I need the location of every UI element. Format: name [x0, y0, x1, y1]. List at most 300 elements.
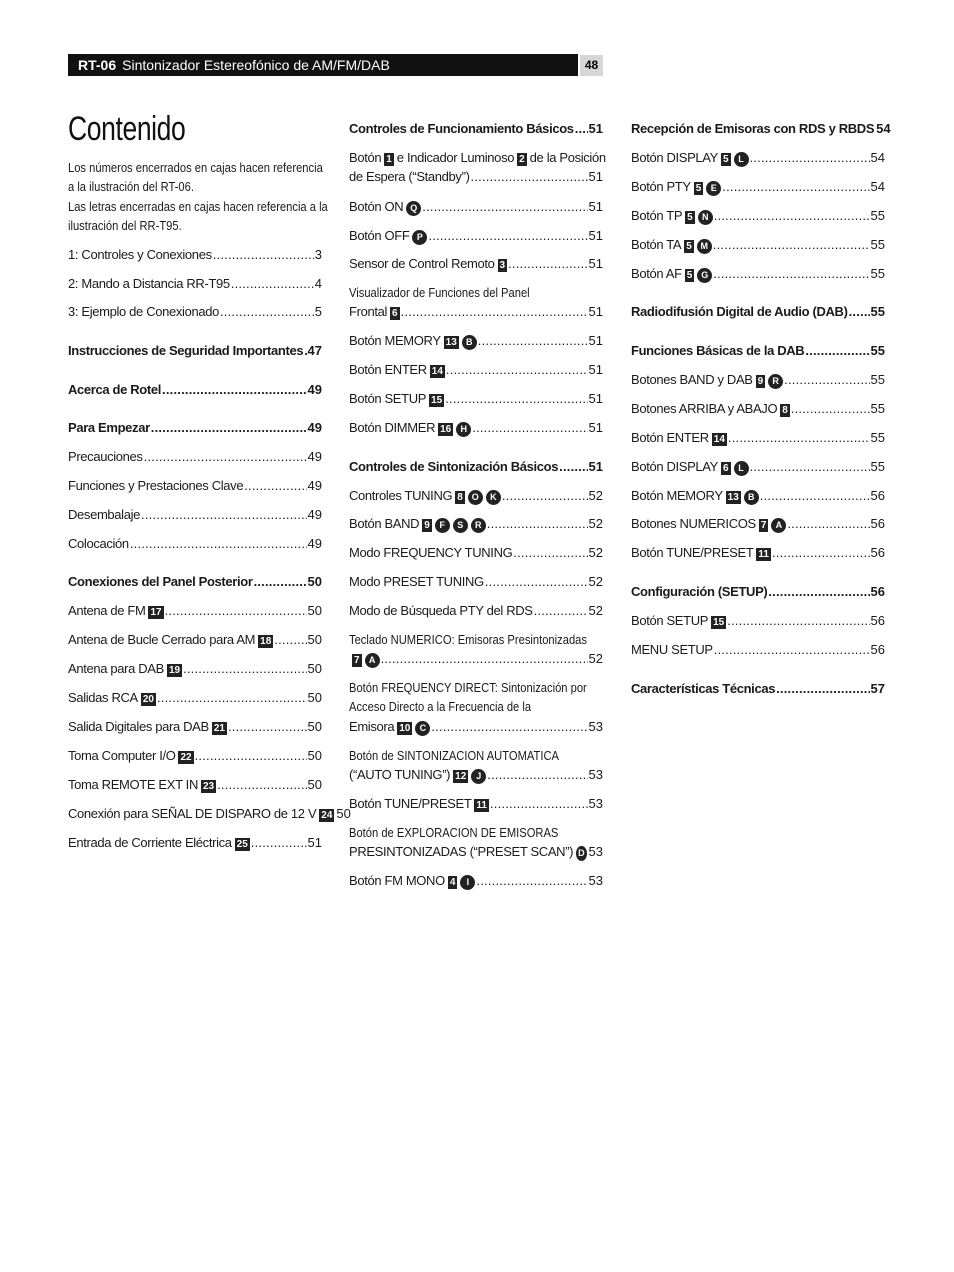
toc-entry-text: Características Técnicas: [631, 681, 776, 696]
toc-entry: [349, 254, 603, 273]
figure-number-box: 22: [180, 752, 192, 763]
toc-entry-line: [631, 206, 885, 225]
toc-entry-text: PRESINTONIZADAS (“PRESET SCAN”): [349, 844, 574, 860]
toc-entry: [631, 264, 885, 283]
toc-entry: [68, 505, 322, 524]
toc-entry: [631, 679, 885, 698]
figure-number-box: 15: [431, 395, 443, 406]
toc-entry-line: Botón de SINTONIZACION AUTOMATICA: [349, 748, 560, 763]
toc-entry-line: [631, 582, 885, 601]
toc-page-number: 50: [336, 806, 351, 821]
toc-entry-text: Modo PRESET TUNING: [349, 574, 484, 589]
toc-entry: [68, 833, 322, 852]
toc-entry: [631, 177, 885, 196]
toc-page-number: 55: [870, 343, 885, 358]
toc-page-number: 56: [870, 545, 885, 560]
toc-entry-text: Funciones Básicas de la DAB: [631, 343, 805, 358]
remote-letter-circle: B: [744, 490, 759, 505]
figure-number-box: 20: [142, 694, 154, 705]
leader-dots: [722, 177, 869, 196]
toc-entry: [631, 640, 885, 659]
toc-entry: [349, 746, 603, 785]
toc-entry-line: [349, 514, 603, 533]
toc-entry-line: [349, 148, 606, 167]
toc-entry-line: [631, 177, 885, 196]
remote-letter-circle: R: [471, 518, 486, 533]
remote-letter-circle: O: [468, 490, 483, 505]
toc-entry: [68, 601, 322, 620]
toc-entry-line: [349, 418, 603, 437]
toc-entry-line: [631, 148, 885, 167]
toc-page-number: 49: [307, 478, 322, 493]
toc-entry-text: Botones BAND y DAB: [631, 372, 753, 387]
toc-entry: [631, 457, 885, 476]
toc-entry-line: Botón FREQUENCY DIRECT: Sintonización por: [349, 680, 587, 695]
leader-dots: [768, 582, 869, 601]
toc-entry-text: Recepción de Emisoras con RDS y RBDS: [631, 121, 875, 136]
toc-entry-line: [68, 341, 322, 360]
toc-entry: [349, 794, 603, 813]
toc-entry-text: Botón OFF: [349, 228, 410, 243]
toc-entry-line: [631, 486, 885, 505]
toc-entry-line: [631, 302, 885, 321]
remote-letter-circle: G: [697, 268, 712, 283]
toc-entry: [631, 486, 885, 505]
toc-entry-line: [68, 775, 322, 794]
toc-entry-text: Para Empezar: [68, 420, 150, 435]
toc-page-number: 55: [870, 430, 885, 445]
toc-entry-line: [631, 611, 885, 630]
leader-dots: [231, 274, 314, 293]
toc-entry-line: [631, 264, 885, 283]
figure-number-box: 7: [354, 655, 360, 667]
toc-entry-text: Controles TUNING: [349, 488, 453, 503]
figure-number-box: 12: [455, 771, 467, 783]
leader-dots: [401, 302, 588, 321]
remote-letter-circle: M: [697, 239, 712, 254]
leader-dots: [714, 206, 870, 225]
toc-entry-line: [349, 457, 603, 476]
leader-dots: [575, 119, 588, 138]
remote-letter-circle: H: [456, 422, 471, 437]
toc-page-number: 50: [307, 574, 322, 589]
toc-entry-text: Botón TUNE/PRESET: [349, 796, 472, 811]
toc-entry-text: Acerca de Rotel: [68, 382, 162, 397]
toc-entry: [349, 572, 603, 591]
toc-entry-text: Precauciones: [68, 449, 143, 464]
figure-number-box: 14: [431, 366, 443, 377]
toc-entry-line: [68, 833, 322, 852]
leader-dots: [750, 148, 870, 167]
figure-number-box: 13: [445, 337, 457, 348]
toc-entry-line: [631, 640, 885, 659]
remote-letter-circle: D: [576, 846, 586, 861]
figure-number-box: 10: [399, 722, 411, 734]
remote-letter-circle: F: [435, 518, 450, 533]
toc-page-number: 56: [870, 516, 885, 531]
toc-page-number: 51: [588, 391, 603, 406]
toc-page-number: 52: [588, 516, 603, 531]
toc-entry-line: [68, 505, 322, 524]
toc-page-number: 50: [307, 632, 322, 647]
leader-dots: [274, 630, 306, 649]
toc-entry-text: de la Posición: [529, 150, 606, 165]
toc-page-number: 55: [870, 304, 885, 319]
intro-line: Las letras encerradas en cajas hacen referencia a la: [68, 198, 328, 214]
toc-page-number: 50: [307, 690, 322, 705]
toc-entry: [68, 630, 322, 649]
toc-entry: [68, 274, 322, 293]
toc-entry-text: Toma Computer I/O: [68, 748, 176, 763]
toc-page-number: 49: [307, 449, 322, 464]
toc-entry-line: [631, 457, 885, 476]
remote-letter-circle: L: [734, 461, 749, 476]
toc-entry-text: Frontal: [349, 304, 388, 320]
toc-page-number: 55: [870, 208, 885, 223]
figure-number-box: 11: [758, 549, 769, 560]
toc-entry-line: [349, 302, 603, 321]
toc-entry: [68, 418, 322, 437]
toc-entry: [349, 543, 603, 562]
leader-dots: [445, 389, 587, 408]
leader-dots: [422, 197, 587, 216]
toc-entry: [631, 302, 885, 321]
toc-page-number: 51: [588, 362, 603, 377]
toc-page-number: 54: [876, 121, 891, 136]
toc-entry-line: [349, 601, 603, 620]
toc-entry-text: Botón AF: [631, 266, 682, 281]
figure-number-box: 21: [213, 723, 225, 734]
toc-entry: [631, 148, 885, 167]
remote-letter-circle: R: [768, 374, 783, 389]
toc-entry-line: [631, 119, 891, 138]
leader-dots: [220, 302, 314, 321]
toc-entry-line: [631, 370, 885, 389]
figure-number-box: 11: [476, 800, 487, 811]
remote-letter-circle: B: [462, 335, 477, 350]
toc-entry: [631, 543, 885, 562]
toc-entry: [349, 486, 603, 505]
figure-number-box: 5: [695, 183, 702, 194]
toc-entry: [68, 534, 322, 553]
toc-entry-line: [349, 226, 603, 245]
leader-dots: [141, 505, 307, 524]
toc-entry-text: Modo FREQUENCY TUNING: [349, 545, 513, 560]
figure-number-box: 25: [236, 839, 248, 850]
leader-dots: [144, 447, 307, 466]
figure-number-box: 5: [686, 241, 692, 252]
page-title: Contenido: [68, 110, 186, 148]
toc-entry-line: [68, 804, 351, 823]
toc-page-number: 3: [314, 247, 322, 262]
remote-letter-circle: K: [486, 490, 501, 505]
leader-dots: [213, 245, 314, 264]
toc-entry: [631, 611, 885, 630]
toc-entry-text: Botón TP: [631, 208, 683, 223]
remote-letter-circle: A: [365, 653, 380, 668]
toc-page-number: 50: [307, 661, 322, 676]
leader-dots: [750, 457, 870, 476]
toc-entry: [68, 572, 322, 591]
toc-page-number: 51: [588, 121, 603, 136]
leader-dots: [502, 486, 588, 505]
toc-entry-text: Botón ENTER: [631, 430, 709, 445]
toc-entry-text: Botón PTY: [631, 179, 691, 194]
toc-entry-line: [349, 794, 603, 813]
leader-dots: [244, 476, 306, 495]
toc-entry-line: [631, 399, 885, 418]
toc-page-number: 55: [870, 459, 885, 474]
toc-entry: [349, 630, 603, 669]
toc-entry-text: MENU SETUP: [631, 642, 713, 657]
toc-entry-text: de Espera (“Standby”): [349, 169, 470, 185]
toc-entry: [631, 399, 885, 418]
leader-dots: [254, 572, 307, 591]
toc-entry-line: [349, 360, 603, 379]
toc-entry-line: [349, 486, 603, 505]
toc-entry-line: [68, 418, 322, 437]
leader-dots: [713, 264, 869, 283]
toc-entry-line: Visualizador de Funciones del Panel: [349, 285, 530, 300]
toc-entry-text: Botón BAND: [349, 516, 420, 531]
figure-number-box: 5: [686, 270, 693, 281]
toc-entry-text: 1: Controles y Conexiones: [68, 247, 212, 262]
leader-dots: [471, 167, 588, 186]
toc-entry-text: Antena para DAB: [68, 661, 164, 676]
remote-letter-circle: I: [460, 875, 475, 890]
leader-dots: [485, 572, 588, 591]
toc-entry: [68, 302, 322, 321]
leader-dots: [217, 775, 306, 794]
toc-page-number: 55: [870, 372, 885, 387]
toc-page-number: 51: [588, 420, 603, 435]
toc-entry-line: [68, 302, 322, 321]
toc-entry: [349, 418, 603, 437]
figure-number-box: 19: [168, 665, 181, 676]
figure-number-box: 6: [722, 463, 729, 474]
toc-page-number: 50: [307, 603, 322, 618]
remote-letter-circle: J: [471, 769, 486, 784]
figure-number-box: 5: [722, 154, 729, 165]
toc-entry-line: [631, 428, 885, 447]
toc-entry-text: Desembalaje: [68, 507, 141, 522]
toc-page-number: 53: [588, 718, 603, 734]
leader-dots: [431, 717, 587, 736]
toc-entry-line: [349, 649, 603, 668]
figure-number-box: 2: [519, 154, 525, 165]
toc-entry-text: Botones NUMERICOS: [631, 516, 756, 531]
toc-entry-line: [631, 341, 885, 360]
toc-page-number: 56: [870, 613, 885, 628]
leader-dots: [165, 601, 307, 620]
toc-entry: [631, 428, 885, 447]
toc-entry: [68, 659, 322, 678]
toc-entry-line: Acceso Directo a la Frecuencia de la: [349, 699, 532, 715]
intro-line: ilustración del RR-T95.: [68, 218, 182, 234]
intro-text: [68, 158, 330, 236]
toc-page-number: 47: [307, 343, 322, 358]
toc-entry-text: Toma REMOTE EXT IN: [68, 777, 198, 792]
toc-entry-text: (“AUTO TUNING”): [349, 767, 451, 783]
leader-dots: [805, 341, 869, 360]
figure-number-box: 1: [386, 154, 392, 165]
leader-dots: [151, 418, 307, 437]
toc-entry-text: Botón DIMMER: [349, 420, 436, 435]
figure-number-box: 14: [713, 434, 725, 445]
toc-entry-line: [68, 717, 322, 736]
toc-entry: [68, 447, 322, 466]
figure-number-box: 15: [713, 617, 725, 628]
toc-page-number: 51: [307, 835, 322, 850]
toc-entry-text: Botón DISPLAY: [631, 150, 718, 165]
toc-page-number: 51: [588, 199, 603, 214]
toc-entry-line: [349, 543, 603, 562]
toc-entry-line: [349, 572, 603, 591]
toc-entry: [631, 119, 891, 138]
toc-entry-line: Teclado NUMERICO: Emisoras Presintonizadas: [349, 632, 587, 647]
toc-entry-line: [349, 119, 603, 138]
toc-entry-line: [349, 717, 603, 736]
toc-entry-line: [349, 197, 603, 216]
toc-entry-text: Botón SETUP: [349, 391, 427, 406]
toc-entry-text: Botón DISPLAY: [631, 459, 718, 474]
leader-dots: [776, 679, 869, 698]
leader-dots: [791, 399, 870, 418]
toc-page-number: 49: [307, 536, 322, 551]
leader-dots: [508, 254, 587, 273]
leader-dots: [157, 688, 307, 707]
toc-entry-line: [68, 534, 322, 553]
toc-entry-line: [349, 765, 603, 784]
toc-entry-line: [68, 447, 322, 466]
toc-entry: [68, 775, 322, 794]
leader-dots: [513, 543, 587, 562]
toc-page-number: 55: [870, 266, 885, 281]
toc-entry-text: Instrucciones de Seguridad Importantes: [68, 343, 304, 358]
toc-entry-line: [631, 235, 885, 254]
toc-entry-text: 3: Ejemplo de Conexionado: [68, 304, 219, 319]
toc-entry-text: Entrada de Corriente Eléctrica: [68, 835, 232, 850]
leader-dots: [787, 514, 869, 533]
toc-page-number: 49: [307, 507, 322, 522]
leader-dots: [195, 746, 307, 765]
toc-entry-text: Botón: [349, 150, 382, 165]
toc-entry: [349, 871, 603, 890]
toc-entry-line: [349, 871, 603, 890]
toc-page-number: 52: [588, 574, 603, 589]
toc-entry-line: Botón de EXPLORACION DE EMISORAS: [349, 825, 559, 840]
page-header: [68, 54, 578, 76]
toc-entry-line: [68, 659, 322, 678]
toc-page-number: 52: [588, 603, 603, 618]
leader-dots: [478, 331, 588, 350]
toc-entry: [349, 331, 603, 350]
toc-entry: [631, 370, 885, 389]
toc-page-number: 51: [588, 169, 603, 185]
toc-entry-text: Conexión para SEÑAL DE DISPARO de 12 V: [68, 806, 317, 821]
toc-entry: [68, 688, 322, 707]
toc-entry: [68, 380, 322, 399]
figure-number-box: 9: [757, 376, 764, 387]
leader-dots: [446, 360, 588, 379]
toc-entry: [349, 389, 603, 408]
toc-entry-text: Botón MEMORY: [631, 488, 723, 503]
toc-entry-line: [68, 746, 322, 765]
remote-letter-circle: A: [771, 518, 786, 533]
leader-dots: [728, 428, 870, 447]
toc-entry-text: Botón MEMORY: [349, 333, 441, 348]
toc-entry-text: Conexiones del Panel Posterior: [68, 574, 253, 589]
toc-page-number: 49: [307, 382, 322, 397]
figure-number-box: 8: [457, 492, 463, 503]
toc-entry: [631, 341, 885, 360]
toc-page-number: 56: [870, 642, 885, 657]
leader-dots: [472, 418, 587, 437]
toc-entry: [631, 235, 885, 254]
toc-entry: [631, 514, 885, 533]
toc-entry: [631, 206, 885, 225]
toc-page-number: 50: [307, 719, 322, 734]
figure-number-box: 13: [727, 492, 739, 503]
leader-dots: [714, 640, 870, 659]
toc-entry: [68, 476, 322, 495]
toc-page-number: 51: [588, 304, 603, 320]
toc-entry-text: Radiodifusión Digital de Audio (DAB): [631, 304, 848, 319]
figure-number-box: 5: [687, 212, 693, 223]
toc-page-number: 56: [870, 488, 885, 503]
figure-number-box: 24: [321, 810, 333, 821]
toc-page-number: 53: [588, 873, 603, 888]
leader-dots: [760, 486, 870, 505]
leader-dots: [183, 659, 306, 678]
toc-entry-line: [349, 842, 603, 861]
toc-page-number: 51: [588, 228, 603, 243]
toc-entry: [349, 283, 603, 322]
toc-page-number: 5: [314, 304, 322, 319]
toc-entry-text: Colocación: [68, 536, 129, 551]
toc-entry-line: [631, 543, 885, 562]
toc-entry-text: Botones ARRIBA y ABAJO: [631, 401, 778, 416]
toc-entry-line: [68, 274, 322, 293]
leader-dots: [304, 341, 306, 360]
toc-entry-text: Botón TUNE/PRESET: [631, 545, 754, 560]
leader-dots: [251, 833, 307, 852]
remote-letter-circle: P: [412, 230, 427, 245]
toc-page-number: 52: [588, 651, 603, 667]
toc-entry: [349, 148, 606, 187]
toc-entry-text: Funciones y Prestaciones Clave: [68, 478, 244, 493]
model-name: RT-06: [78, 57, 117, 73]
leader-dots: [534, 601, 588, 620]
toc-entry-line: [68, 476, 322, 495]
leader-dots: [713, 235, 870, 254]
toc-page-number: 55: [870, 401, 885, 416]
toc-page-number: 49: [307, 420, 322, 435]
toc-entry-line: [631, 679, 885, 698]
toc-entry-text: Salidas RCA: [68, 690, 138, 705]
figure-number-box: 9: [424, 520, 430, 531]
toc-entry-line: [68, 630, 322, 649]
toc-entry-text: Antena de FM: [68, 603, 146, 618]
toc-entry-text: Botón FM MONO: [349, 873, 445, 888]
leader-dots: [381, 649, 588, 668]
toc-entry-text: Antena de Bucle Cerrado para AM: [68, 632, 256, 647]
toc-page-number: 51: [588, 333, 603, 348]
leader-dots: [487, 514, 588, 533]
figure-number-box: 7: [760, 520, 767, 531]
toc-entry-line: [68, 688, 322, 707]
toc-entry-text: Botón ON: [349, 199, 404, 214]
